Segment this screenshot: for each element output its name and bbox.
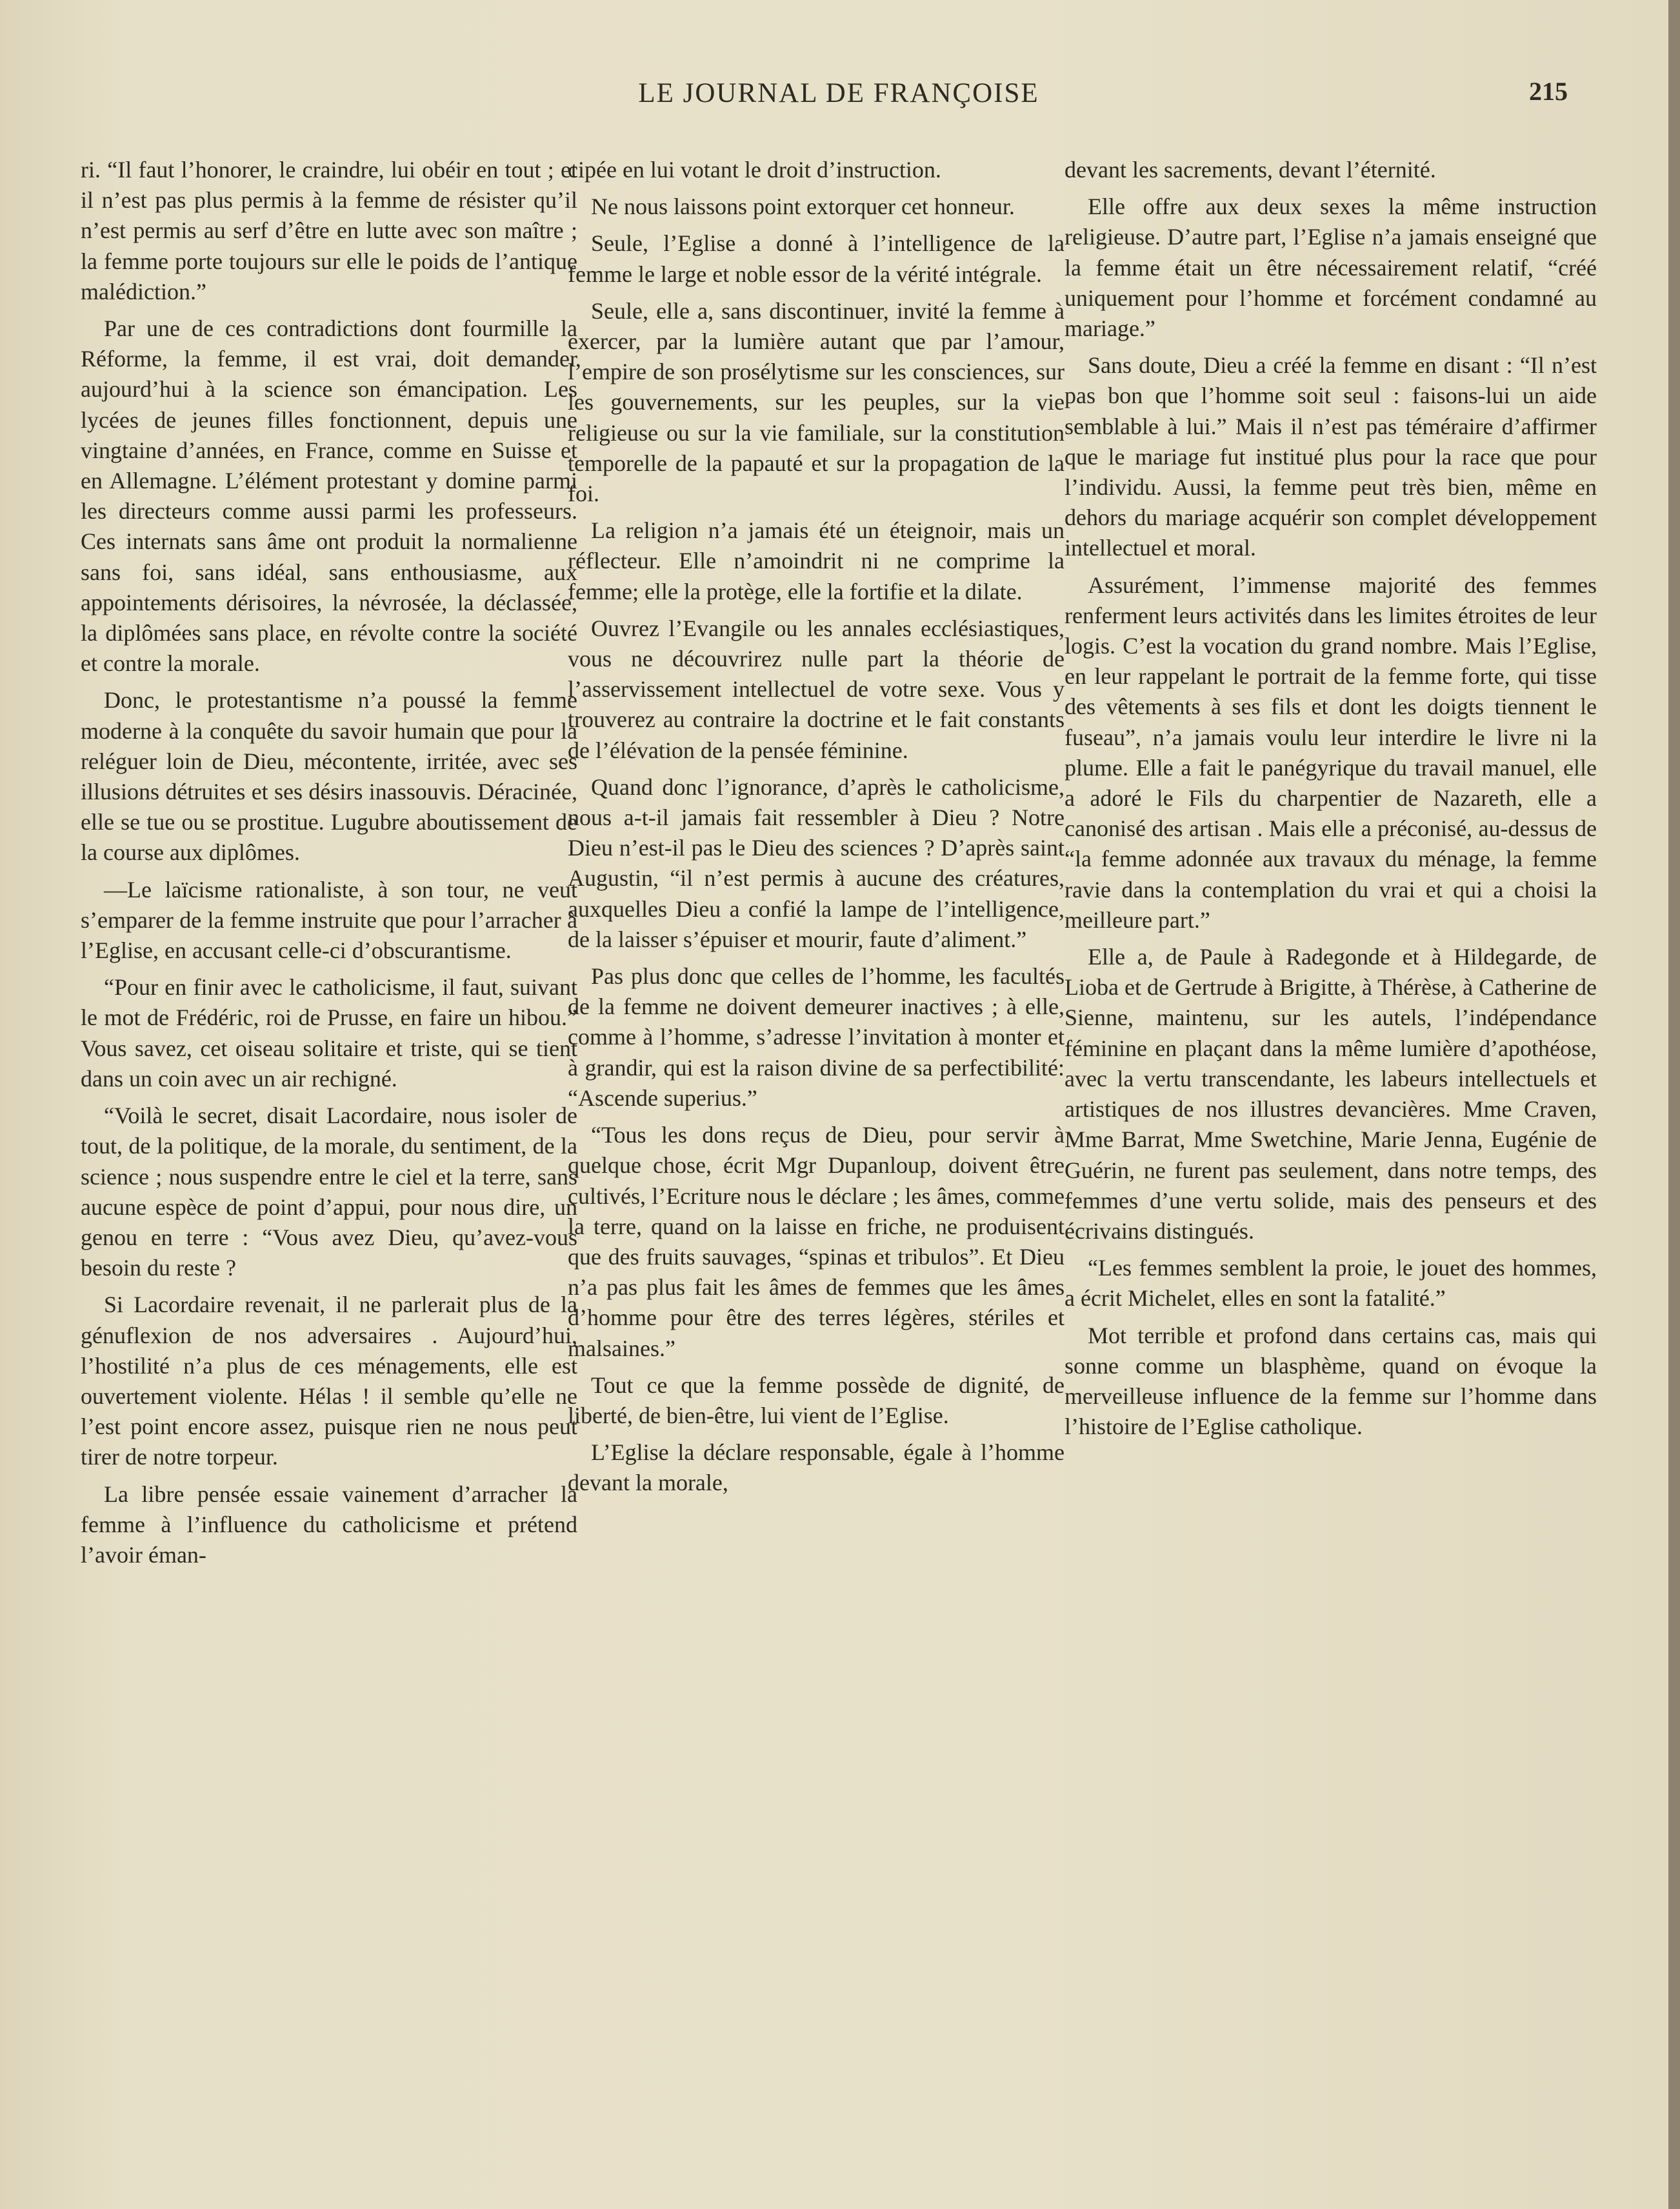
paragraph: devant les sacrements, devant l’éternité. (1065, 157, 1436, 183)
paragraph: Ouvrez l’Evangile ou les annales ecclésiastiques, vous ne découvrirez nulle part la théorie de l’asservissement intellectuel de votre sexe. Vous y trouverez au contraire la doctrine et le fait constants de l’élévation de la pensée féminine. (568, 615, 1065, 763)
paragraph: cipée en lui votant le droit d’instruction. (568, 157, 941, 183)
paragraph: Ne nous laissons point extorquer cet honneur. (591, 194, 1015, 220)
paragraph: Donc, le protestantisme n’a poussé la femme moderne à la conquête du savoir humain que pour la reléguer loin de Dieu, mécontente, irritée, avec ses illusions détruites et ses désirs inassouvis. Déracinée, elle se tue ou se prostitue. Lugubre aboutissement de la course aux diplômes. (81, 687, 577, 866)
paragraph: Par une de ces contradictions dont fourmille la Réforme, la femme, il est vrai, doit demander aujourd’hui à la science son émancipation. Les lycées de jeunes filles fonctionnent, depuis une vingtaine d’années, en France, comme en Suisse et en Allemagne. L’élément protestant y domine parmi les directeurs comme aussi parmi les professeurs. Ces internats sans âme ont produit la normalienne sans foi, sans idéal, sans enthousiasme, aux appointements dérisoires, la névrosée, la déclassée, la diplômées sans place, en révolte contre la société et contre la morale. (81, 315, 577, 677)
paragraph: Mot terrible et profond dans certains cas, mais qui sonne comme un blasphème, quand on évoque la merveilleuse influence de la femme sur l’homme dans l’histoire de l’Eglise catholique. (1065, 1322, 1597, 1440)
text-column-1 (81, 155, 577, 1577)
paragraph: La religion n’a jamais été un éteignoir, mais un réflecteur. Elle n’amoindrit ni ne comprime la femme; elle la protège, elle la fortifie et la dilate. (568, 517, 1065, 605)
running-title: LE JOURNAL DE FRANÇOISE (638, 78, 1039, 108)
paragraph: Tout ce que la femme possède de dignité, de liberté, de bien-être, lui vient de l’Eglise. (568, 1372, 1065, 1428)
paragraph: Quand donc l’ignorance, d’après le catholicisme, nous a-t-il jamais fait ressembler à Dieu ? Notre Dieu n’est-il pas le Dieu des sciences ? D’après saint Augustin, “il n’est permis à aucune des créatures, auxquelles Dieu a confié la lampe de l’intelligence, de la laisser s’épuiser et mourir, faute d’aliment.” (568, 774, 1065, 952)
text-column-2 (568, 155, 1065, 1505)
paragraph: Assurément, l’immense majorité des femmes renferment leurs activités dans les limites étroites de leur logis. C’est la vocation du grand nombre. Mais l’Eglise, en leur rappelant le portrait de la femme forte, qui tisse des vêtements à ses fils et dont les doigts tiennent le fuseau”, n’a jamais voulu leur interdire le livre ni la plume. Elle a fait le panégyrique du travail manuel, elle a adoré le Fils du charpentier de Nazareth, elle a canonisé des artisan . Mais elle a préconisé, au-dessus de “la femme adonnée aux travaux du ménage, la femme ravie dans la contemplation du vrai et qui a choisi la meilleure part.” (1065, 572, 1597, 933)
paragraph: Elle a, de Paule à Radegonde et à Hildegarde, de Lioba et de Gertrude à Brigitte, à Thérèse, à Catherine de Sienne, maintenu, sur les autels, l’indépendance féminine en plaçant dans la même lumière d’apothéose, avec la vertu transcendante, les labeurs intellectuels et artistiques de nos illustres devancières. Mme Craven, Mme Barrat, Mme Swetchine, Marie Jenna, Eugénie de Guérin, ne furent pas seulement, dans notre temps, des femmes d’une vertu solide, mais des penseurs et des écrivains distingués. (1065, 944, 1597, 1244)
paragraph: “Les femmes semblent la proie, le jouet des hommes, a écrit Michelet, elles en sont la fatalité.” (1065, 1255, 1597, 1312)
paragraph: Seule, elle a, sans discontinuer, invité la femme à exercer, par la lumière autant que par l’amour, l’empire de son prosélytisme sur les consciences, sur les gouvernements, sur les peuples, sur la vie religieuse ou sur la vie familiale, sur la constitution temporelle de la papauté et sur la propagation de la foi. (568, 297, 1065, 507)
paragraph: “Voilà le secret, disait Lacordaire, nous isoler de tout, de la politique, de la morale, du sentiment, de la science ; nous suspendre entre le ciel et la terre, sans aucune espèce de point d’appui, pour nous dire, un genou en terre : “Vous avez Dieu, qu’avez-vous besoin du reste ? (81, 1103, 577, 1281)
paragraph: Sans doute, Dieu a créé la femme en disant : “Il n’est pas bon que l’homme soit seul : faisons-lui un aide semblable à lui.” Mais il n’est pas téméraire d’affirmer que le mariage fut institué plus pour la race que pour l’individu. Aussi, la femme peut très bien, même en dehors du mariage acquérir son complet développement intellectuel et moral. (1065, 352, 1597, 561)
paragraph: La libre pensée essaie vainement d’arracher la femme à l’influence du catholicisme et prétend l’avoir éman- (81, 1481, 577, 1568)
text-column-3 (1065, 155, 1597, 1448)
paragraph: ri. “Il faut l’honorer, le craindre, lui obéir en tout ; et il n’est pas plus permis à la femme de résister qu’il n’est permis au serf d’être en lutte avec son maître ; la femme porte toujours sur elle le poids de l’antique malédiction.” (81, 157, 577, 305)
page-number: 215 (1529, 77, 1568, 106)
paragraph: Pas plus donc que celles de l’homme, les facultés de la femme ne doivent demeurer inactives ; à elle, comme à l’homme, s’adresse l’invitation à monter et à grandir, qui est la raison divine de sa perfectibilité: “Ascende superius.” (568, 963, 1065, 1111)
paragraph: “Tous les dons reçus de Dieu, pour servir à quelque chose, écrit Mgr Dupanloup, doivent être cultivés, l’Ecriture nous le déclare ; les âmes, comme la terre, quand on la laisse en friche, ne produisent que des fruits sauvages, “spinas et tribulos”. Et Dieu n’a pas plus fait les âmes de femmes que les âmes d’homme pour être des terres légères, stériles et malsaines.” (568, 1122, 1065, 1361)
paragraph: Seule, l’Eglise a donné à l’intelligence de la femme le large et noble essor de la vérité intégrale. (568, 230, 1065, 287)
paragraph: Si Lacordaire revenait, il ne parlerait plus de la génuflexion de nos adversaires . Aujourd’hui, l’hostilité n’a plus de ces ménagements, elle est ouvertement violente. Hélas ! il semble qu’elle ne l’est point encore assez, puisque rien ne nous peut tirer de notre torpeur. (81, 1292, 577, 1470)
paragraph: L’Eglise la déclare responsable, égale à l’homme devant la morale, (568, 1439, 1065, 1496)
page-edge (1668, 0, 1680, 2209)
paragraph: “Pour en finir avec le catholicisme, il faut, suivant le mot de Frédéric, roi de Prusse, en faire un hibou.” Vous savez, cet oiseau solitaire et triste, qui se tient dans un coin avec un air rechigné. (81, 974, 577, 1092)
paragraph: —Le laïcisme rationaliste, à son tour, ne veut s’emparer de la femme instruite que pour l’arracher à l’Eglise, en accusant celle-ci d’obscurantisme. (81, 876, 577, 964)
paragraph: Elle offre aux deux sexes la même instruction religieuse. D’autre part, l’Eglise n’a jamais enseigné que la femme était un être nécessairement relatif, “créé uniquement pour l’homme et forcément condamné au mariage.” (1065, 194, 1597, 342)
